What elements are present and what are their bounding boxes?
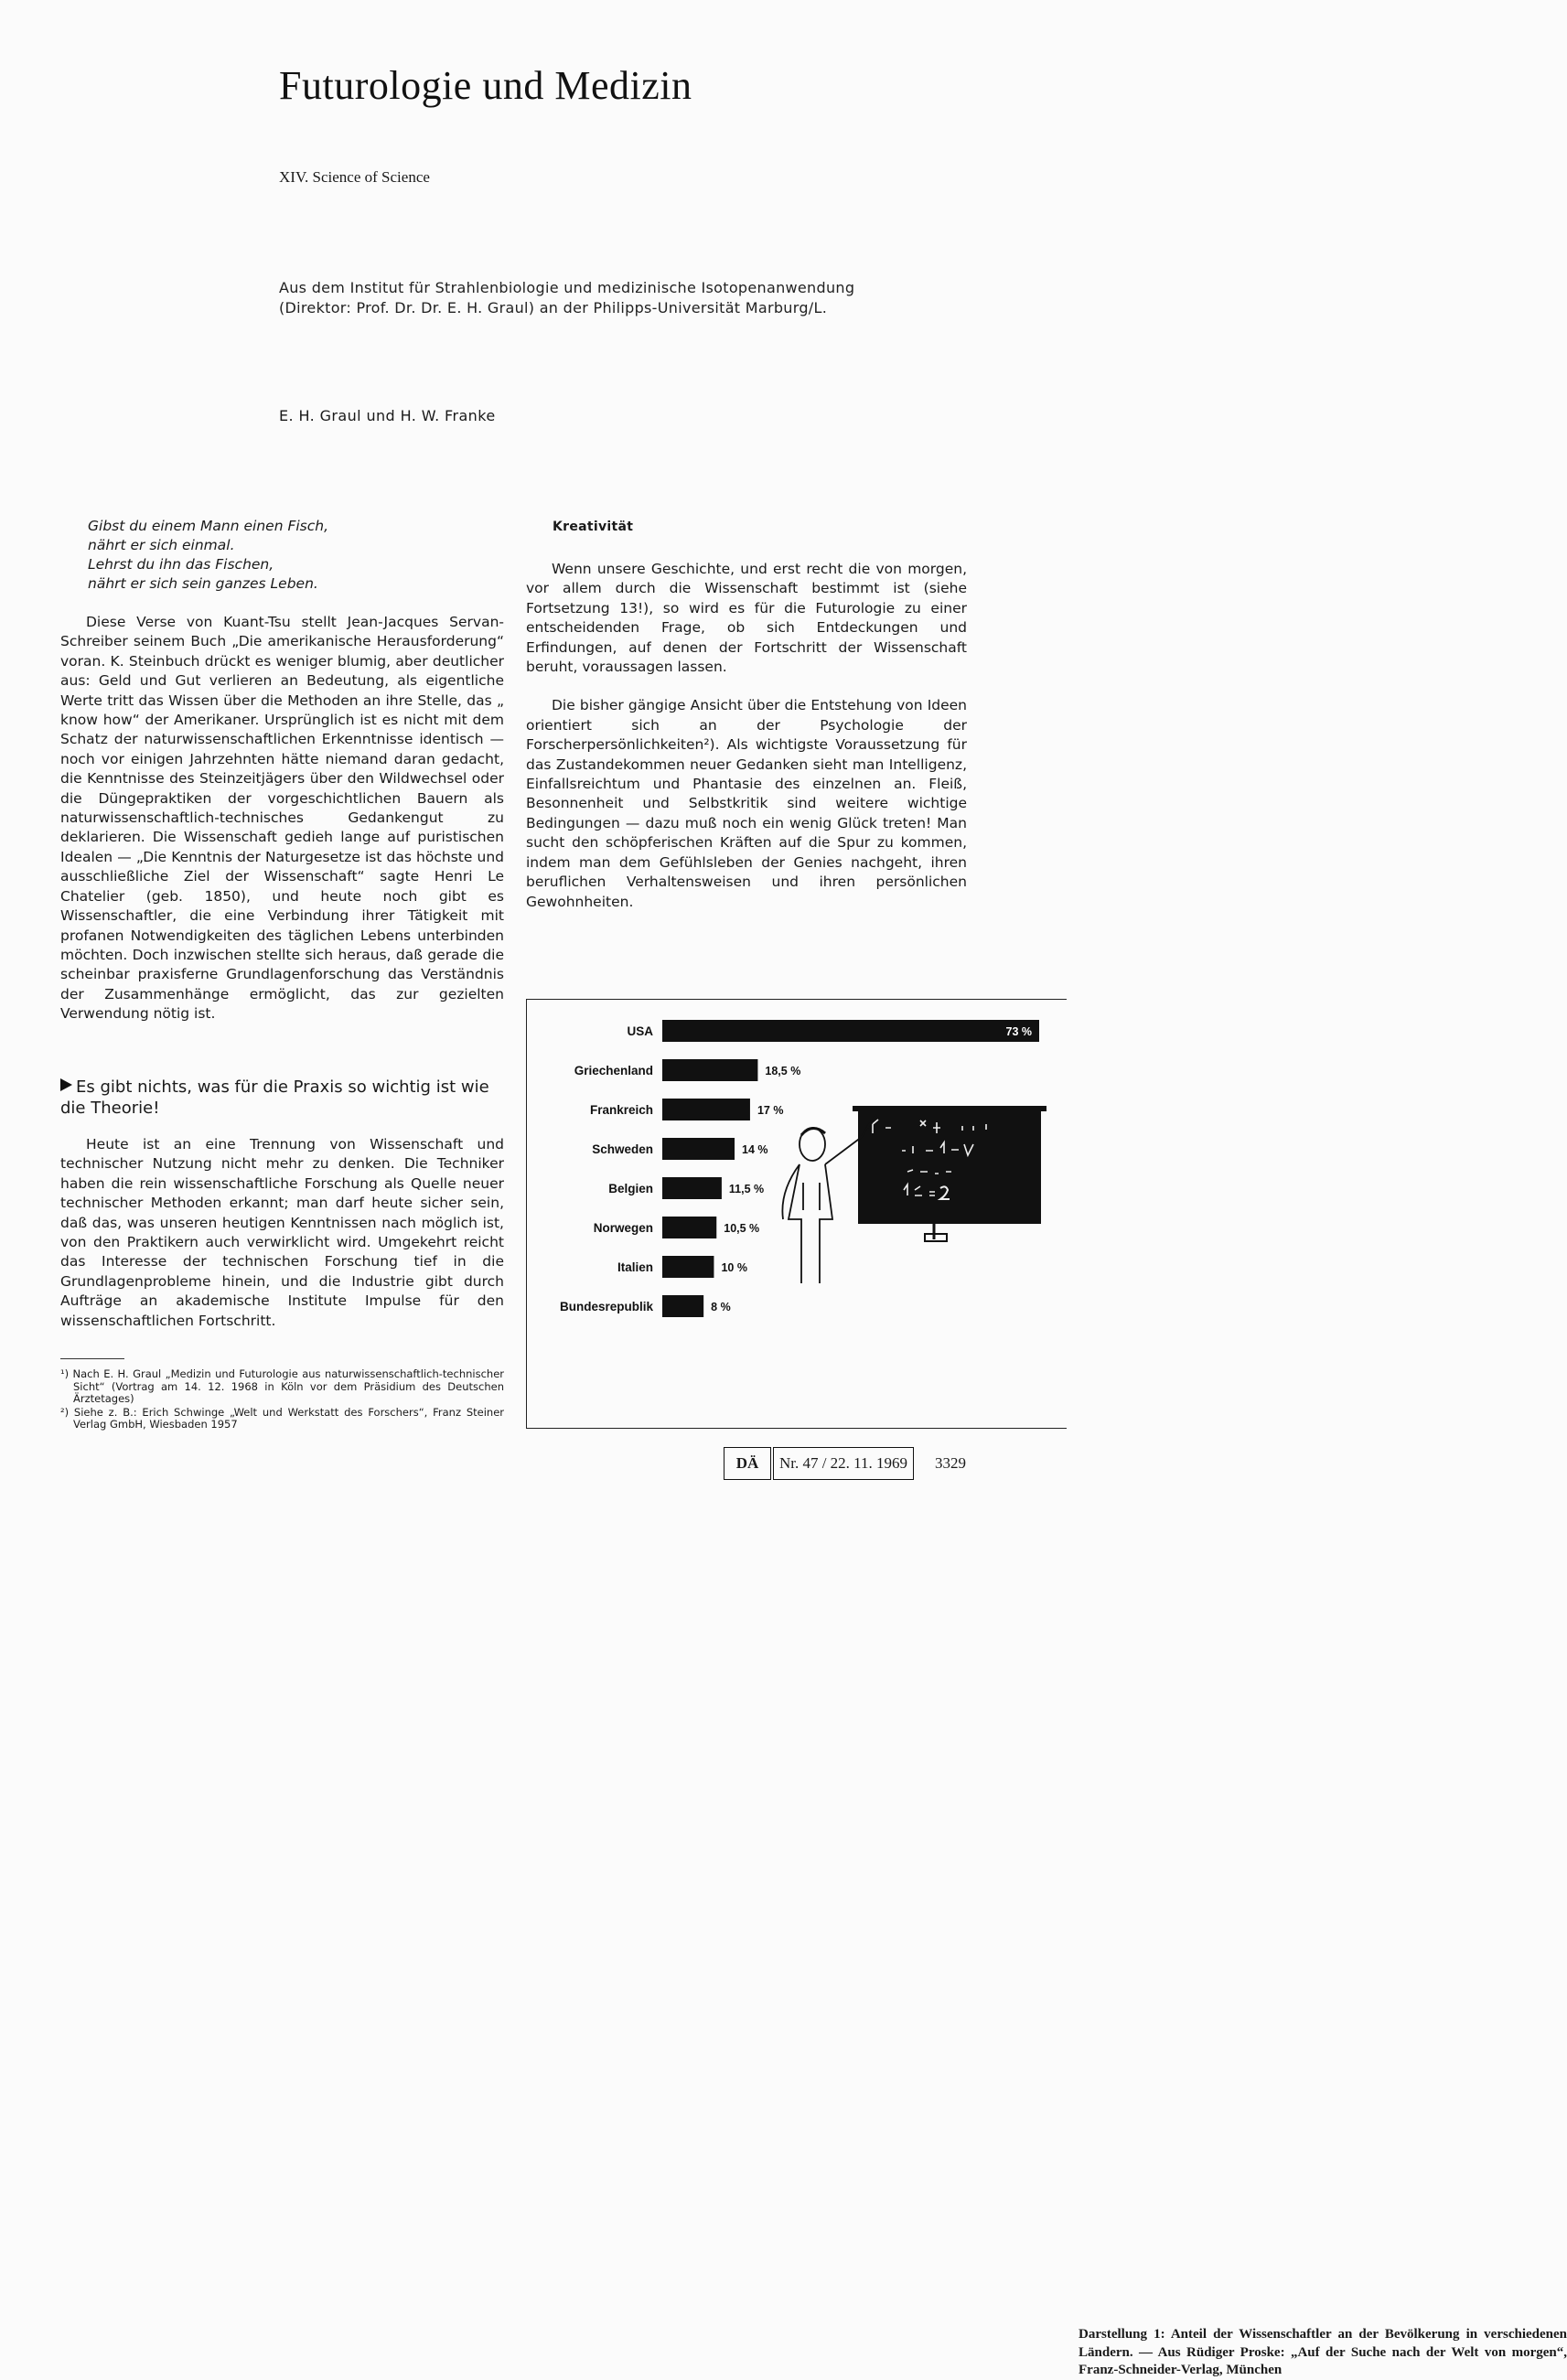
bar (662, 1020, 1039, 1042)
left-column-body (60, 613, 504, 1024)
value-label: 73 % (1005, 1025, 1032, 1038)
motto-line: nährt er sich einmal. (88, 537, 235, 553)
category-label: Belgien (608, 1182, 653, 1195)
left-column-body-2 (60, 1135, 504, 1331)
footnotes (60, 1368, 504, 1432)
motto-line: Gibst du einem Mann einen Fisch, (88, 518, 329, 534)
body-paragraph: Heute ist an eine Trennung von Wissenschaft und technischer Nutzung nicht mehr zu denken. Die Techniker haben die rein wissenschaftliche Forschung als Quelle neuer technischer Methoden erkannt; man darf heute sicher sein, daß das, was unseren heutigen Kenntnissen nach möglich ist, von den Praktikern auch verwirklicht wird. Umgekehrt reicht das Interesse der technischen Forschung tief in die Grundlagenprobleme hinein, und die Industrie gibt durch Aufträge an akademische Institute Impulse für den wissenschaftlichen Fortschritt. (60, 1136, 504, 1329)
category-label: USA (627, 1024, 653, 1038)
category-label: Norwegen (593, 1221, 653, 1235)
motto-verse (88, 517, 328, 594)
body-paragraph: Wenn unsere Geschichte, und erst recht die von morgen, vor allem durch die Wissenschaft bestimmt ist (siehe Fortsetzung 13!), so wird es für die Futurologie zu einer entscheidenden Frage, ob sich Entdeckungen und Erfindungen, auf denen der Fortschritt der Wissenschaft beruht, voraussagen lassen. (526, 561, 967, 676)
value-label: 8 % (711, 1301, 731, 1313)
value-label: 10,5 % (724, 1222, 760, 1235)
bar (662, 1059, 757, 1081)
category-label: Bundesrepublik (559, 1300, 653, 1313)
bar (662, 1295, 703, 1317)
institute-line-1: Aus dem Institut für Strahlenbiologie und medizinische Isotopenanwendung (279, 279, 855, 296)
figure-caption: Darstellung 1: Anteil der Wissenschaftler an der Bevölkerung in verschiedenen Ländern. — Aus Rüdiger Proske: „Auf der Suche nach der Welt von morgen“, Franz-Schneider-Verlag, München (1079, 2327, 1567, 2377)
motto-line: nährt er sich sein ganzes Leben. (88, 575, 318, 592)
arrow-bullet-icon (60, 1078, 72, 1091)
bar-chart (527, 1000, 1067, 1329)
journal-badge: DÄ (724, 1447, 771, 1480)
page-number: 3329 (935, 1454, 966, 1472)
blackboard-illustration (853, 1106, 1046, 1241)
institute-affiliation (279, 278, 854, 318)
value-label: 11,5 % (728, 1183, 765, 1195)
category-label: Griechenland (574, 1064, 653, 1077)
section-heading: Kreativität (553, 520, 634, 534)
category-label: Schweden (592, 1142, 653, 1156)
bar (662, 1138, 735, 1160)
value-label: 18,5 % (765, 1065, 801, 1077)
series-label: XIV. Science of Science (279, 168, 430, 186)
category-label: Frankreich (589, 1103, 653, 1117)
value-label: 10 % (721, 1261, 747, 1274)
bar (662, 1177, 722, 1199)
pullquote (60, 1077, 504, 1119)
motto-line: Lehrst du ihn das Fischen, (88, 556, 274, 573)
authors: E. H. Graul und H. W. Franke (279, 407, 496, 424)
bar (662, 1099, 750, 1120)
article-title: Futurologie und Medizin (279, 63, 692, 108)
institute-line-2: (Direktor: Prof. Dr. Dr. E. H. Graul) an der Philipps-Universität Marburg/L. (279, 299, 828, 316)
right-column-body (526, 560, 967, 912)
issue-number: Nr. 47 / 22. 11. 1969 (773, 1447, 914, 1480)
body-paragraph: Diese Verse von Kuant-Tsu stellt Jean-Jacques Servan-Schreiber seinem Buch „Die amerikanische Herausforderung“ voran. K. Steinbuch drückt es weniger blumig, aber deutlicher aus: Geld und Gut verlieren an Bedeutung, als eigentliche Werte tritt das Wissen über die Methoden an ihre Stelle, das „ know how“ der Amerikaner. Ursprünglich ist es nicht mit dem Schatz der naturwissenschaftlichen Erkenntnisse identisch — noch vor einigen Jahrzehnten hätte niemand daran gedacht, die Kenntnisse des Steinzeitjägers über den Wildwechsel oder die Düngepraktiken der vorgeschichtlichen Bauern als naturwissenschaftlich-technisches Gedankengut zu deklarieren. Die Wissenschaft gedieh lange auf puristischen Idealen — „Die Kenntnis der Naturgesetze ist das höchste und ausschließliche Ziel der Wissenschaft“ sagte Henri Le Chatelier (geb. 1850), und heute noch gibt es Wissenschaftler, die eine Verbindung ihrer Tätigkeit mit profanen Notwendigkeiten des täglichen Lebens unterbinden möchten. Doch inzwischen stellte sich heraus, daß gerade die scheinbar praxisferne Grundlagenforschung das Verständnis der Zusammenhänge ermöglicht, das zur gezielten Verwendung nötig ist. (60, 614, 504, 1023)
value-label: 17 % (757, 1104, 784, 1117)
body-paragraph: Die bisher gängige Ansicht über die Entstehung von Ideen orientiert sich an der Psychologie der Forscherpersönlichkeiten²). Als wichtigste Voraussetzung für das Zustandekommen neuer Gedanken sieht man Intelligenz, Einfallsreichtum und Phantasie des einzelnen an. Fleiß, Besonnenheit und Selbstkritik sind weitere wichtige Bedingungen — dazu muß noch ein wenig Glück treten! Man sucht den schöpferischen Kräften auf die Spur zu kommen, indem man dem Gefühlsleben der Genies nachgeht, ihren beruflichen Verhaltensweisen und ihren persönlichen Gewohnheiten. (526, 697, 967, 910)
category-label: Italien (617, 1260, 653, 1274)
footnote-1: ¹) Nach E. H. Graul „Medizin und Futurologie aus naturwissenschaftlich-technischer Sicht“ (Vortrag am 14. 12. 1968 in Köln vor dem Präsidium des Deutschen Ärztetages) (60, 1367, 504, 1405)
value-label: 14 % (742, 1143, 768, 1156)
bar (662, 1256, 714, 1278)
footnote-rule (60, 1358, 124, 1359)
footnote-2: ²) Siehe z. B.: Erich Schwinge „Welt und Werkstatt des Forschers“, Franz Steiner Verlag GmbH, Wiesbaden 1957 (60, 1405, 504, 1431)
bar (662, 1217, 716, 1238)
pullquote-text: Es gibt nichts, was für die Praxis so wichtig ist wie die Theorie! (60, 1077, 489, 1118)
